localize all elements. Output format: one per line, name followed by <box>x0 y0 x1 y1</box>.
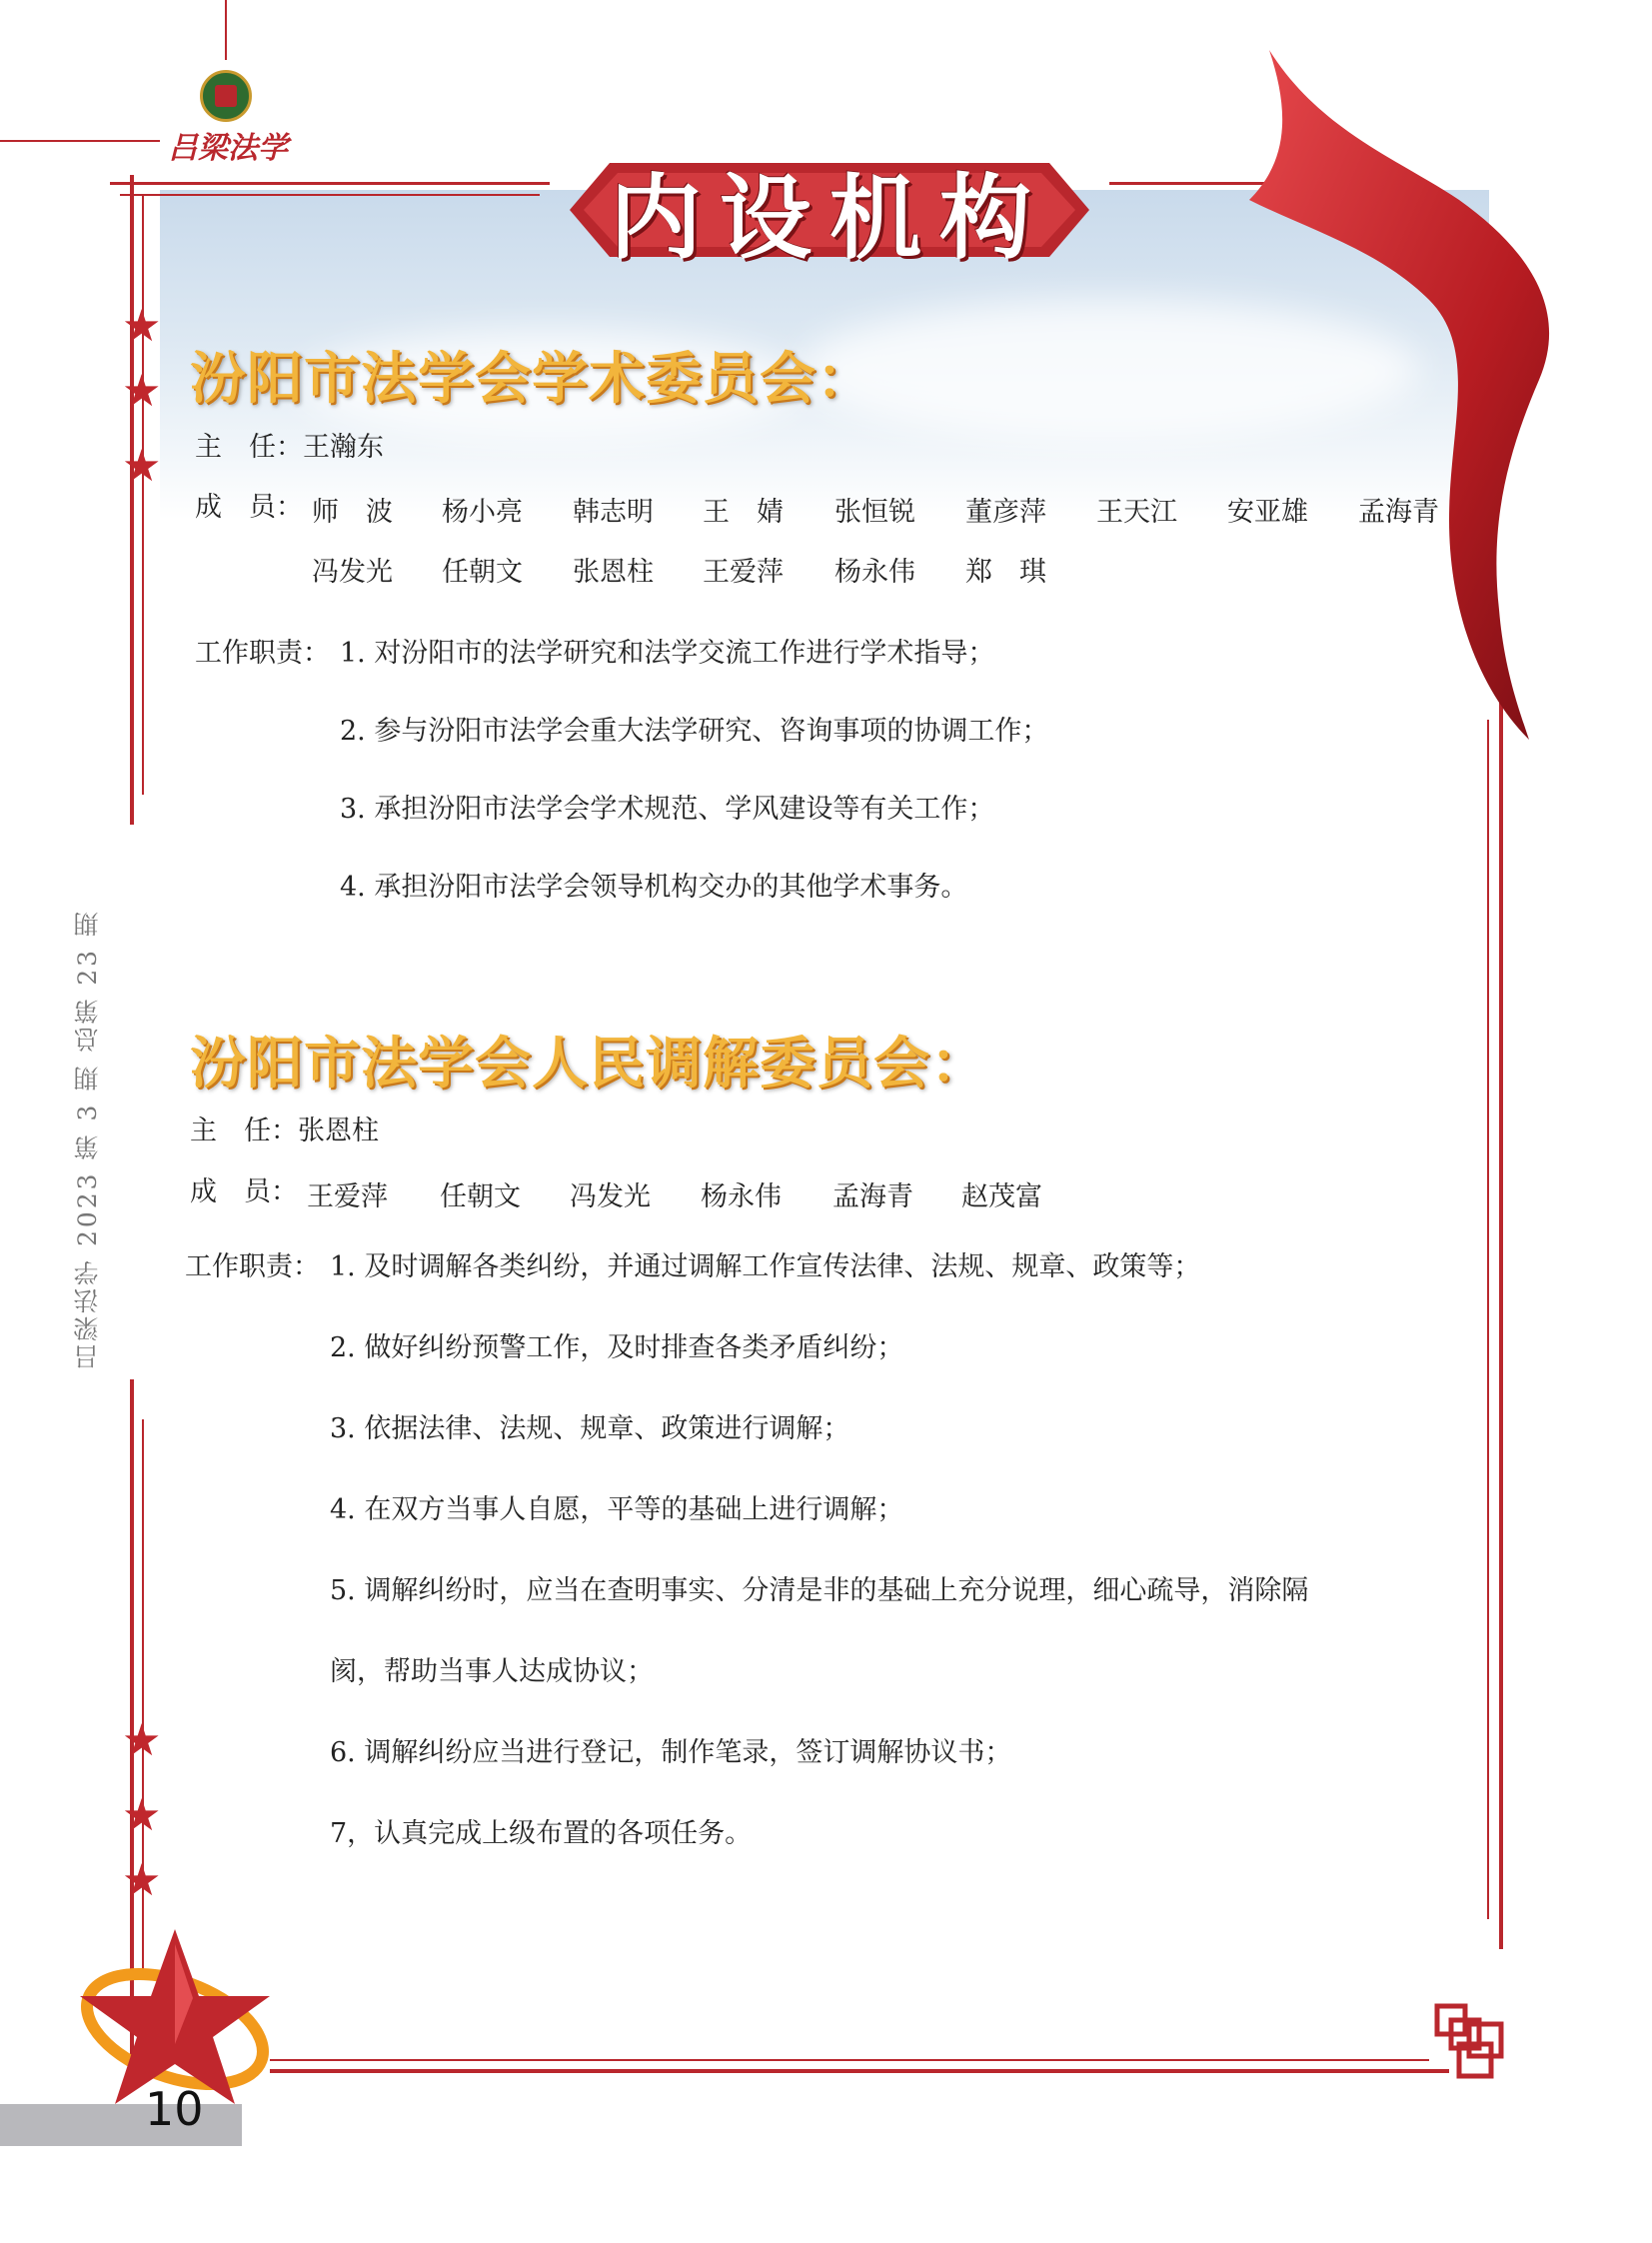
emblem-icon <box>200 70 252 122</box>
member-name: 任朝文 <box>442 557 523 588</box>
member-name: 韩志明 <box>573 497 654 528</box>
section1-members-row1 <box>0 490 1652 530</box>
section2-duties-label: 工作职责： <box>185 1251 320 1282</box>
section-title-academic: 汾阳市法学会学术委员会： <box>190 347 873 412</box>
frame-right-line <box>1487 720 1489 1919</box>
member-name: 董彦萍 <box>965 497 1046 528</box>
star-icon: ★ <box>122 1790 162 1841</box>
member-name: 王 婧 <box>703 497 784 528</box>
member-name: 冯发光 <box>312 557 393 588</box>
interlocked-squares-icon <box>1429 1994 1539 2094</box>
section-title-mediation: 汾阳市法学会人民调解委员会： <box>190 1032 987 1097</box>
section1-members-row2 <box>0 550 1652 590</box>
section2-duty-item: 3. 依据法律、法规、规章、政策进行调解； <box>330 1413 850 1444</box>
section1-duty-item: 3. 承担汾阳市法学会学术规范、学风建设等有关工作； <box>340 794 995 825</box>
member-name: 任朝文 <box>440 1181 521 1212</box>
section2-duty-item: 5. 调解纠纷时，应当在查明事实、分清是非的基础上充分说理，细心疏导，消除隔 <box>330 1575 1309 1606</box>
member-name: 安亚雄 <box>1227 497 1308 528</box>
section2-duty-item: 2. 做好纠纷预警工作，及时排查各类矛盾纠纷； <box>330 1332 904 1363</box>
member-name: 王天江 <box>1096 497 1177 528</box>
director-label: 主 任： <box>195 432 303 463</box>
section1-duty-item: 4. 承担汾阳市法学会领导机构交办的其他学术事务。 <box>340 872 968 903</box>
section1-duty-item: 1. 对汾阳市的法学研究和法学交流工作进行学术指导； <box>340 638 995 669</box>
frame-top-line <box>110 182 550 185</box>
spine-issue-text: 吕梁法学 2023 第 3 期 总第 23 期 <box>73 909 102 1369</box>
section2-duty-item: 7，认真完成上级布置的各项任务。 <box>330 1818 753 1849</box>
page-title: 内设机构 <box>610 164 1050 272</box>
member-name: 冯发光 <box>570 1181 651 1212</box>
member-name: 张恒锐 <box>834 497 915 528</box>
masthead-logo-text: 吕梁法学 <box>168 131 288 166</box>
page-number: 10 <box>145 2082 204 2136</box>
director-name: 王瀚东 <box>303 432 384 463</box>
section2-duty-item-continued: 阂，帮助当事人达成协议； <box>330 1656 654 1687</box>
frame-right-line <box>1499 680 1503 1949</box>
director-label: 主 任： <box>190 1116 298 1146</box>
star-icon: ★ <box>122 366 162 417</box>
section1-duties-label: 工作职责： <box>195 638 330 669</box>
masthead-rule <box>0 140 160 142</box>
masthead-rule <box>225 0 227 60</box>
member-name: 师 波 <box>312 497 393 528</box>
member-name: 郑 琪 <box>965 557 1046 588</box>
section1-director-row <box>195 430 384 466</box>
member-name: 张恩柱 <box>573 557 654 588</box>
star-icon: ★ <box>122 301 162 352</box>
section2-director-row <box>190 1114 379 1149</box>
section1-members-label: 成 员： <box>195 492 303 523</box>
frame-bottom-line <box>270 2069 1449 2073</box>
member-name: 杨小亮 <box>442 497 523 528</box>
member-name: 孟海青 <box>832 1181 913 1212</box>
member-name: 王爱萍 <box>703 557 784 588</box>
page-number-bar <box>0 2104 242 2146</box>
section1-duty-item: 2. 参与汾阳市法学会重大法学研究、咨询事项的协调工作； <box>340 716 1049 747</box>
member-name: 赵茂富 <box>961 1181 1042 1212</box>
section2-duty-item: 6. 调解纠纷应当进行登记，制作笔录，签订调解协议书； <box>330 1737 1012 1768</box>
member-name: 杨永伟 <box>701 1181 782 1212</box>
star-icon: ★ <box>122 441 162 492</box>
member-name: 孟海青 <box>1358 497 1439 528</box>
frame-top-line <box>120 194 540 196</box>
member-name: 杨永伟 <box>834 557 915 588</box>
section2-members-label: 成 员： <box>190 1176 298 1207</box>
star-icon: ★ <box>122 1715 162 1766</box>
section2-members-row1 <box>0 1174 1652 1214</box>
section2-duty-item: 4. 在双方当事人自愿，平等的基础上进行调解； <box>330 1494 904 1525</box>
director-name: 张恩柱 <box>298 1116 379 1146</box>
star-icon: ★ <box>122 1855 162 1906</box>
frame-bottom-line <box>270 2059 1429 2061</box>
member-name: 王爱萍 <box>307 1181 388 1212</box>
red-flag-ribbon <box>1229 50 1569 750</box>
section2-duty-item: 1. 及时调解各类纠纷，并通过调解工作宣传法律、法规、规章、政策等； <box>330 1251 1201 1282</box>
